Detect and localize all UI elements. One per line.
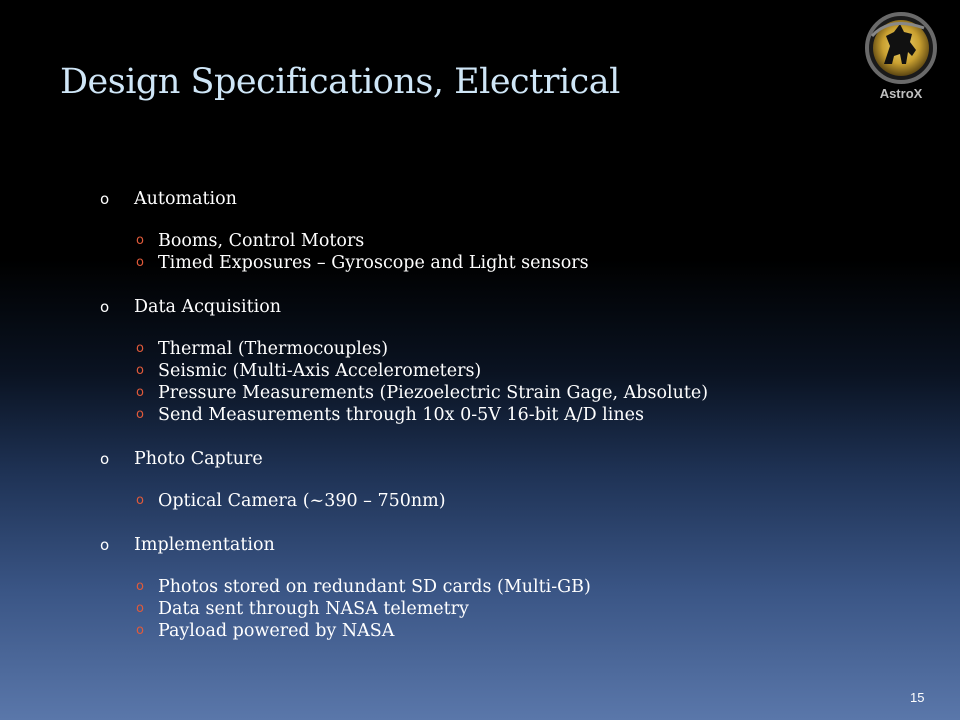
bullet-marker: o [136,601,144,616]
list-item-text: Pressure Measurements (Piezoelectric Strain Gage, Absolute) [158,383,709,403]
astrox-logo [860,6,942,106]
section-heading [100,188,708,210]
section-heading-text: Implementation [134,535,275,555]
bullet-marker: o [100,190,110,208]
logo-text: AstroX [879,86,923,101]
section-heading-text: Automation [134,189,237,209]
list-item-text: Photos stored on redundant SD cards (Multi-GB) [158,577,591,597]
bullet-marker: o [136,385,144,400]
list-item [100,360,708,382]
bullet-marker: o [136,579,144,594]
slide-title: Design Specifications, Electrical [60,62,620,102]
list-item-text: Data sent through NASA telemetry [158,599,469,619]
list-item [100,620,708,642]
bullet-marker: o [136,341,144,356]
list-item [100,490,708,512]
list-item [100,576,708,598]
list-item-text: Thermal (Thermocouples) [158,339,389,359]
section-heading [100,296,708,318]
list-item [100,382,708,404]
section-heading-text: Photo Capture [134,449,263,469]
bullet-marker: o [100,536,110,554]
bullet-marker: o [136,623,144,638]
section-heading-text: Data Acquisition [134,297,282,317]
list-item [100,338,708,360]
bullet-marker: o [136,233,144,248]
bullet-marker: o [100,450,110,468]
bullet-content [100,188,708,642]
list-item [100,252,708,274]
list-item-text: Timed Exposures – Gyroscope and Light sensors [158,253,589,273]
list-item-text: Booms, Control Motors [158,231,365,251]
section-heading [100,534,708,556]
bullet-marker: o [136,407,144,422]
list-item-text: Send Measurements through 10x 0-5V 16-bit A/D lines [158,405,644,425]
page-number: 15 [910,690,925,705]
list-item [100,404,708,426]
bullet-marker: o [136,363,144,378]
section-heading [100,448,708,470]
list-item [100,598,708,620]
list-item [100,230,708,252]
list-item-text: Payload powered by NASA [158,621,395,641]
bullet-marker: o [136,255,144,270]
list-item-text: Seismic (Multi-Axis Accelerometers) [158,361,482,381]
list-item-text: Optical Camera (~390 – 750nm) [158,491,446,511]
bullet-marker: o [136,493,144,508]
bullet-marker: o [100,298,110,316]
